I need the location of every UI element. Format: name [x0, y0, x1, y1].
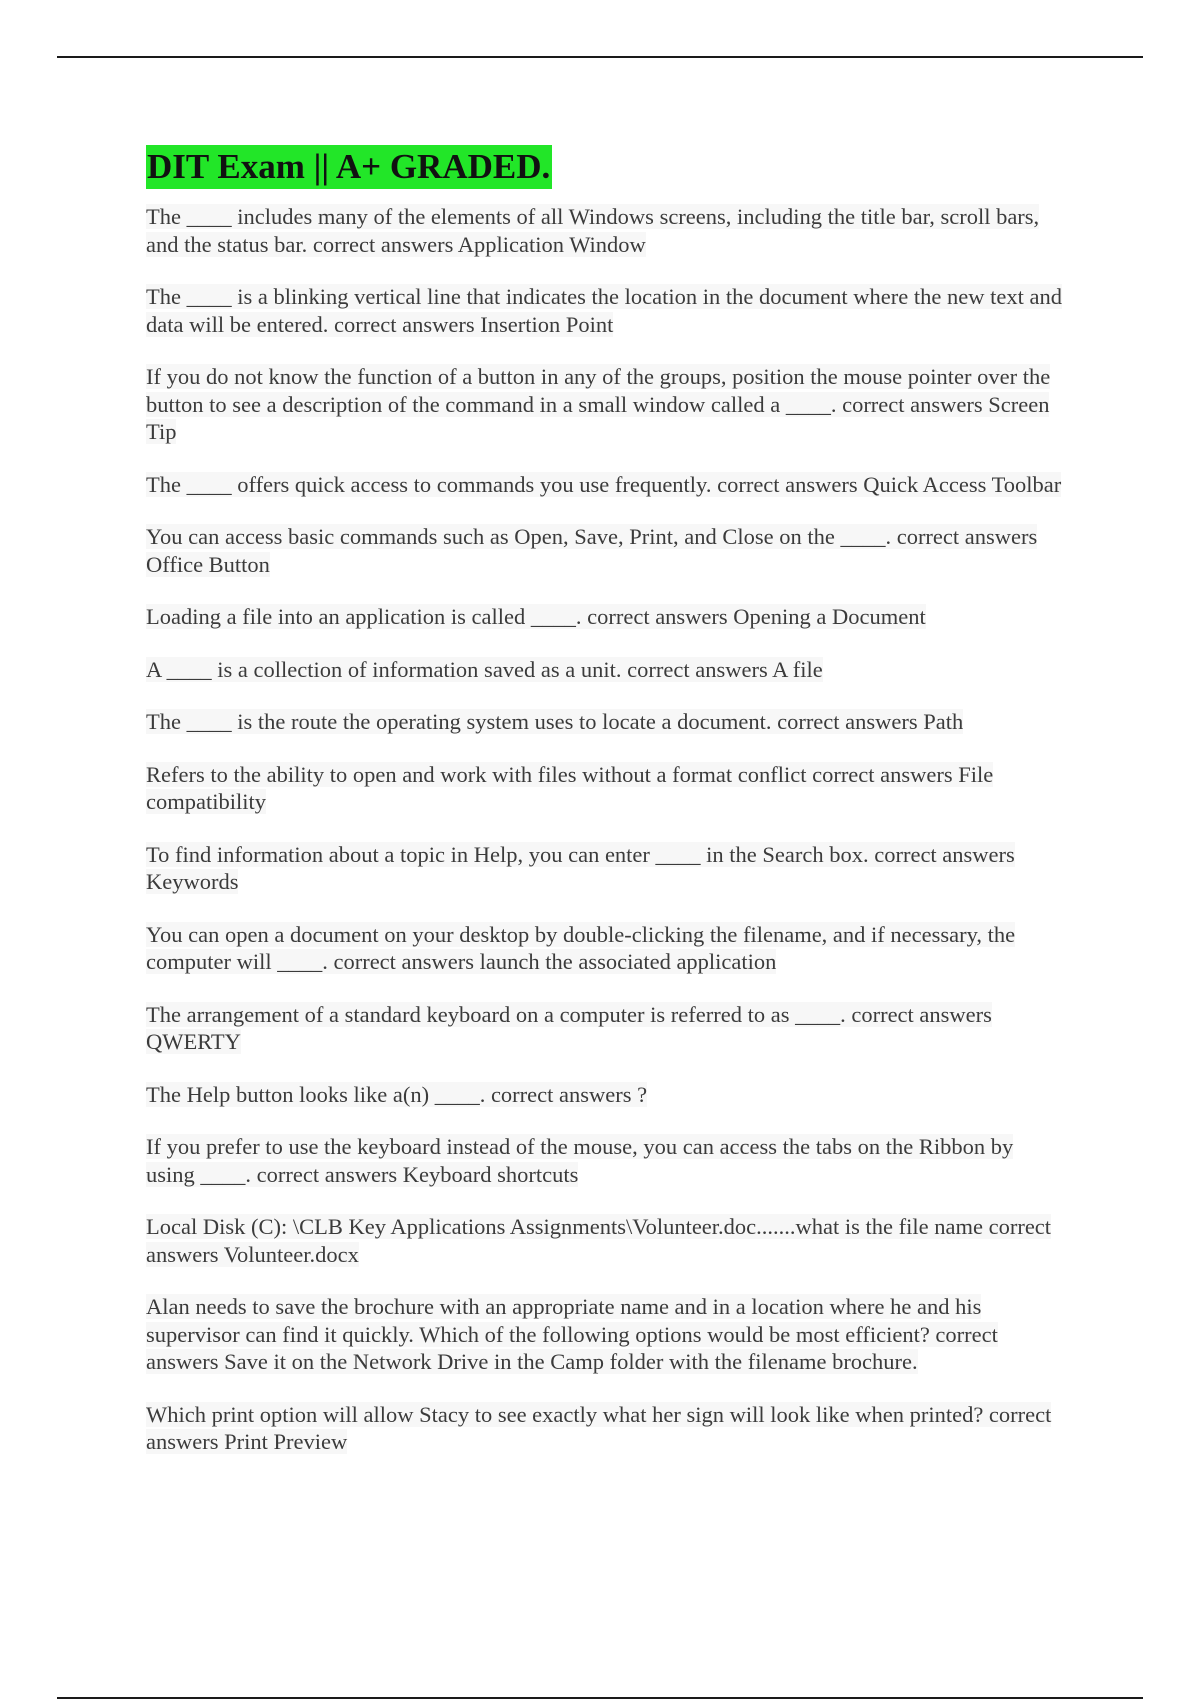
document-title: DIT Exam || A+ GRADED.	[146, 145, 552, 189]
qa-text: Local Disk (C): \CLB Key Applications Assignments\Volunteer.doc.......what is the file name correct answers Volunteer.docx	[146, 1214, 1052, 1267]
qa-text: The ____ offers quick access to commands you use frequently. correct answers Quick Access Toolbar	[146, 471, 1062, 497]
qa-text: Which print option will allow Stacy to see exactly what her sign will look like when printed? correct answers Print Preview	[146, 1401, 1052, 1454]
qa-item-15	[146, 1213, 1066, 1268]
qa-text: The Help button looks like a(n) ____. correct answers ?	[146, 1081, 648, 1107]
qa-text: To find information about a topic in Help, you can enter ____ in the Search box. correct answers Keywords	[146, 841, 1015, 894]
qa-text: If you prefer to use the keyboard instead of the mouse, you can access the tabs on the Ribbon by using ____. correct answers Keyboard shortcuts	[146, 1134, 1014, 1187]
qa-text: Alan needs to save the brochure with an appropriate name and in a location where he and his supervisor can find it quickly. Which of the following options would be most efficient? correct answers Save it on the Network Drive in the Camp folder with the filename brochure.	[146, 1294, 998, 1374]
document-body	[146, 145, 1066, 1481]
qa-item-17	[146, 1401, 1066, 1456]
header-rule	[57, 56, 1143, 58]
footer-rule	[57, 1697, 1143, 1699]
qa-item-8	[146, 708, 1066, 736]
qa-item-13	[146, 1081, 1066, 1109]
qa-item-9	[146, 761, 1066, 816]
qa-text: If you do not know the function of a button in any of the groups, position the mouse pointer over the button to see a description of the command in a small window called a ____. correct answers Screen Tip	[146, 364, 1051, 444]
qa-text: The ____ includes many of the elements of all Windows screens, including the title bar, scroll bars, and the status bar. correct answers Application Window	[146, 204, 1040, 257]
qa-item-14	[146, 1133, 1066, 1188]
qa-item-2	[146, 283, 1066, 338]
qa-item-16	[146, 1293, 1066, 1376]
qa-item-5	[146, 523, 1066, 578]
qa-text: The arrangement of a standard keyboard on a computer is referred to as ____. correct answers QWERTY	[146, 1001, 992, 1054]
qa-text: You can open a document on your desktop by double-clicking the filename, and if necessary, the computer will ____. correct answers launch the associated application	[146, 921, 1016, 974]
qa-item-7	[146, 656, 1066, 684]
qa-text: You can access basic commands such as Open, Save, Print, and Close on the ____. correct answers Office Button	[146, 524, 1038, 577]
qa-text: Refers to the ability to open and work with files without a format conflict correct answers File compatibility	[146, 761, 994, 814]
qa-text: The ____ is the route the operating system uses to locate a document. correct answers Path	[146, 709, 964, 734]
qa-text: The ____ is a blinking vertical line that indicates the location in the document where the new text and data will be entered. correct answers Insertion Point	[146, 284, 1062, 337]
qa-item-12	[146, 1001, 1066, 1056]
qa-item-10	[146, 841, 1066, 896]
qa-text: Loading a file into an application is called ____. correct answers Opening a Document	[146, 604, 926, 629]
qa-item-3	[146, 363, 1066, 446]
qa-item-11	[146, 921, 1066, 976]
qa-item-4	[146, 471, 1066, 499]
qa-text: A ____ is a collection of information saved as a unit. correct answers A file	[146, 656, 823, 682]
qa-item-1	[146, 203, 1066, 258]
qa-item-6	[146, 603, 1066, 631]
